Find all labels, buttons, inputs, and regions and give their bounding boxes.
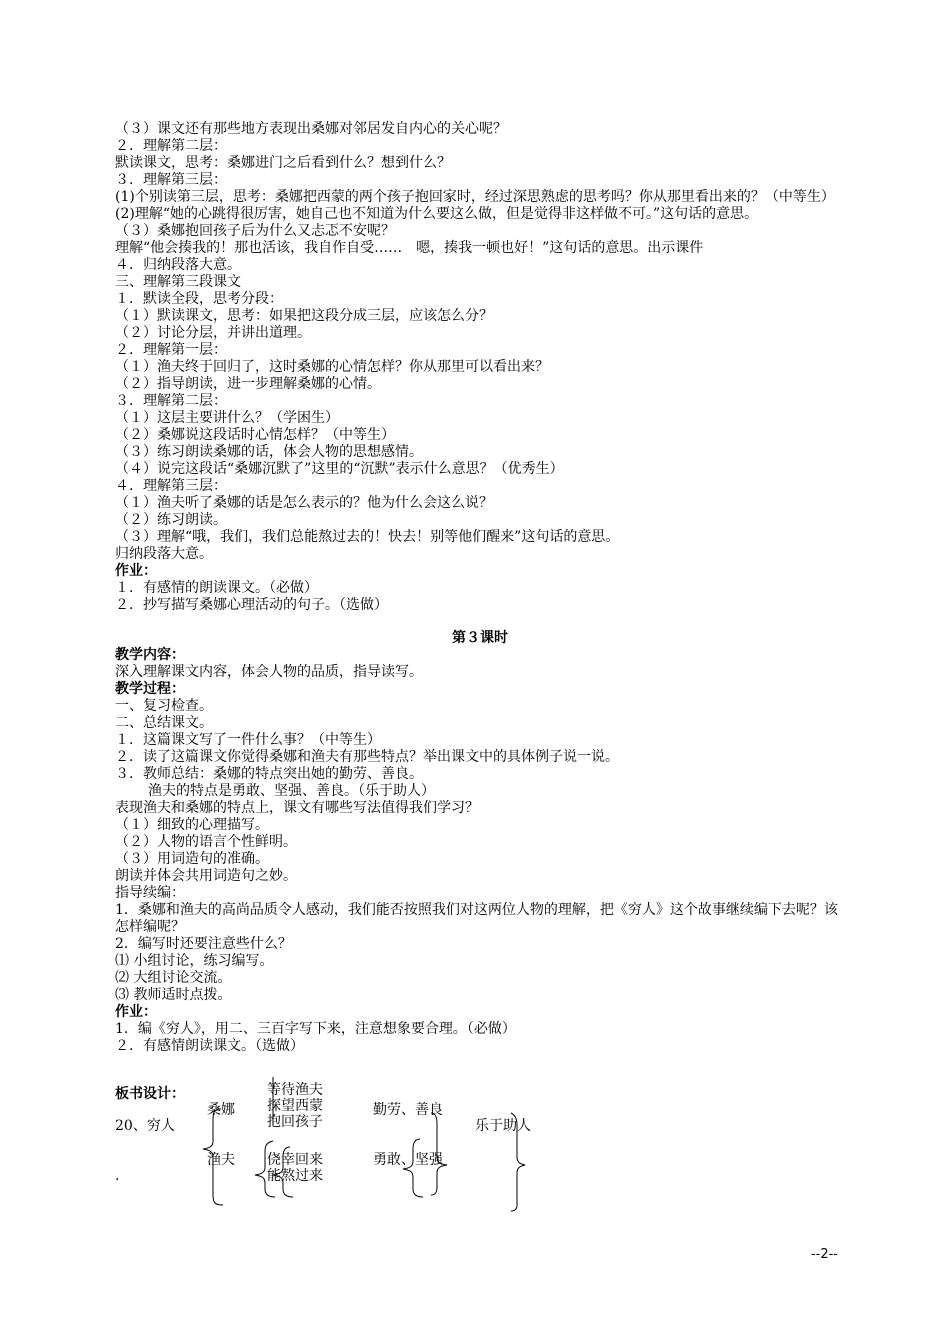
text-line: ３．理解第二层： bbox=[115, 393, 227, 409]
board-sangna-traits: 勤劳、善良 bbox=[373, 1102, 443, 1118]
text-line: （１）渔夫终于回归了，这时桑娜的心情怎样？你从那里可以看出来？ bbox=[115, 359, 549, 375]
process-list bbox=[115, 698, 845, 783]
page-number: --2-- bbox=[810, 1247, 838, 1262]
lesson3-title: 第３课时 bbox=[452, 630, 508, 646]
board-title: 板书设计： bbox=[115, 1086, 185, 1102]
board-fisherman-traits: 勇敢、坚强 bbox=[373, 1152, 443, 1168]
text-line: 默读课文，思考：桑娜进门之后看到什么？想到什么？ bbox=[115, 155, 451, 171]
text-line: （１）默读课文，思考：如果把这段分成三层，应该怎么分？ bbox=[115, 308, 493, 324]
text-line: 归纳段落大意。 bbox=[115, 546, 213, 562]
text-line: （１）渔夫听了桑娜的话是怎么表示的？他为什么会这么说？ bbox=[115, 495, 493, 511]
process-line: １．这篇课文写了一件什么事？（中等生） bbox=[115, 732, 381, 748]
text-line: （２）桑娜说这段话时心情怎样？（中等生） bbox=[115, 427, 395, 443]
process-line: 1．桑娜和渔夫的高尚品质令人感动，我们能否按照我们对这两位人物的理解，把《穷人》这个故事继续编下去呢？该怎样编呢？ bbox=[115, 902, 838, 935]
text-line: ２．理解第一层： bbox=[115, 342, 227, 358]
text-line: （１）这层主要讲什么？（学困生） bbox=[115, 410, 339, 426]
board-lesson: 20、穷人 bbox=[115, 1118, 175, 1134]
board-f1: 侥幸回来 bbox=[267, 1152, 323, 1168]
process-title: 教学过程： bbox=[115, 681, 185, 697]
process-line: 2．编写时还要注意些什么？ bbox=[115, 936, 292, 952]
process-line: 指导续编： bbox=[115, 885, 185, 901]
homework-item: １．有感情的朗读课文。（必做） bbox=[115, 580, 318, 596]
board-brackets bbox=[115, 1077, 615, 1217]
text-line: （４）说完这段话“桑娜沉默了”这里的“沉默”表示什么意思？（优秀生） bbox=[115, 461, 564, 477]
process-line: 表现渔夫和桑娜的特点上，课文有哪些写法值得我们学习？ bbox=[115, 800, 479, 816]
text-line: （３）练习朗读桑娜的话，体会人物的思想感情。 bbox=[115, 444, 423, 460]
homework2-list bbox=[115, 1021, 845, 1055]
homework-item: ２．抄写描写桑娜心理活动的句子。（选做） bbox=[115, 597, 388, 613]
process-line: ３．教师总结：桑娜的特点突出她的勤劳、善良。 bbox=[115, 766, 423, 782]
text-line: （２）讨论分层，并讲出道理。 bbox=[115, 325, 311, 341]
process-line: ⑶ 教师适时点拨。 bbox=[115, 987, 232, 1003]
board-s1: 等待渔夫 bbox=[267, 1082, 323, 1098]
text-line: ２．理解第二层： bbox=[115, 138, 227, 154]
process-list-2 bbox=[115, 800, 845, 1004]
process-line: 二、总结课文。 bbox=[115, 715, 213, 731]
board-conclusion: 乐于助人 bbox=[475, 1118, 531, 1134]
board-s3: 抱回孩子 bbox=[267, 1114, 323, 1130]
homework1-list bbox=[115, 580, 845, 614]
process-line: （２）人物的语言个性鲜明。 bbox=[115, 834, 297, 850]
process-line: ２．读了这篇课文你觉得桑娜和渔夫有那些特点？举出课文中的具体例子说一说。 bbox=[115, 749, 619, 765]
text-line: ３．理解第三层： bbox=[115, 172, 227, 188]
content-title: 教学内容： bbox=[115, 647, 185, 663]
homework2-title: 作业： bbox=[115, 1004, 157, 1020]
text-line: （３）桑娜抱回孩子后为什么又忐忑不安呢？ bbox=[115, 223, 395, 239]
board-s2: 探望西蒙 bbox=[267, 1098, 323, 1114]
text-line: （３）理解“哦，我们，我们总能熬过去的！快去！别等他们醒来”这句话的意思。 bbox=[115, 529, 620, 545]
document-body bbox=[115, 121, 845, 1055]
process-line: ⑵ 大组讨论交流。 bbox=[115, 970, 232, 986]
process-indent-line: 渔夫的特点是勇敢、坚强、善良。（乐于助人） bbox=[148, 783, 435, 799]
board-dot: . bbox=[115, 1168, 120, 1184]
blackboard-design bbox=[115, 1077, 615, 1217]
text-line: １．默读全段，思考分段： bbox=[115, 291, 283, 307]
board-f2: 能熬过来 bbox=[267, 1168, 323, 1184]
process-line: 一、复习检查。 bbox=[115, 698, 213, 714]
text-line: ４．理解第三层： bbox=[115, 478, 227, 494]
text-line: （２）练习朗读。 bbox=[115, 512, 227, 528]
board-fisherman: 渔夫 bbox=[207, 1152, 235, 1168]
text-line: （３）课文还有那些地方表现出桑娜对邻居发自内心的关心呢？ bbox=[115, 121, 507, 137]
text-line: 三、理解第三段课文 bbox=[115, 274, 241, 290]
homework-item: 1．编《穷人》，用二、三百字写下来，注意想象要合理。（必做） bbox=[115, 1021, 516, 1037]
process-line: ⑴ 小组讨论，练习编写。 bbox=[115, 953, 274, 969]
text-line: （２）指导朗读，进一步理解桑娜的心情。 bbox=[115, 376, 381, 392]
board-sangna: 桑娜 bbox=[207, 1102, 235, 1118]
text-line: 理解“他会揍我的！那也活该，我自作自受…… 嗯，揍我一顿也好！”这句话的意思。出示课件 bbox=[115, 240, 704, 256]
content-text: 深入理解课文内容，体会人物的品质，指导读写。 bbox=[115, 664, 423, 680]
lesson2-lines bbox=[115, 121, 845, 563]
text-line: (1)个别读第三层，思考：桑娜把西蒙的两个孩子抱回家时，经过深思熟虑的思考吗？你从那里看出来的？（中等生） bbox=[115, 189, 835, 205]
process-line: （３）用词造句的准确。 bbox=[115, 851, 269, 867]
text-line: ４．归纳段落大意。 bbox=[115, 257, 241, 273]
homework1-title: 作业： bbox=[115, 563, 157, 579]
text-line: (2)理解“她的心跳得很厉害，她自己也不知道为什么要这么做，但是觉得非这样做不可。”这句话的意思。 bbox=[115, 206, 759, 222]
homework-item: ２．有感情朗读课文。（选做） bbox=[115, 1038, 304, 1054]
process-line: （１）细致的心理描写。 bbox=[115, 817, 269, 833]
process-line: 朗读并体会共用词造句之妙。 bbox=[115, 868, 297, 884]
